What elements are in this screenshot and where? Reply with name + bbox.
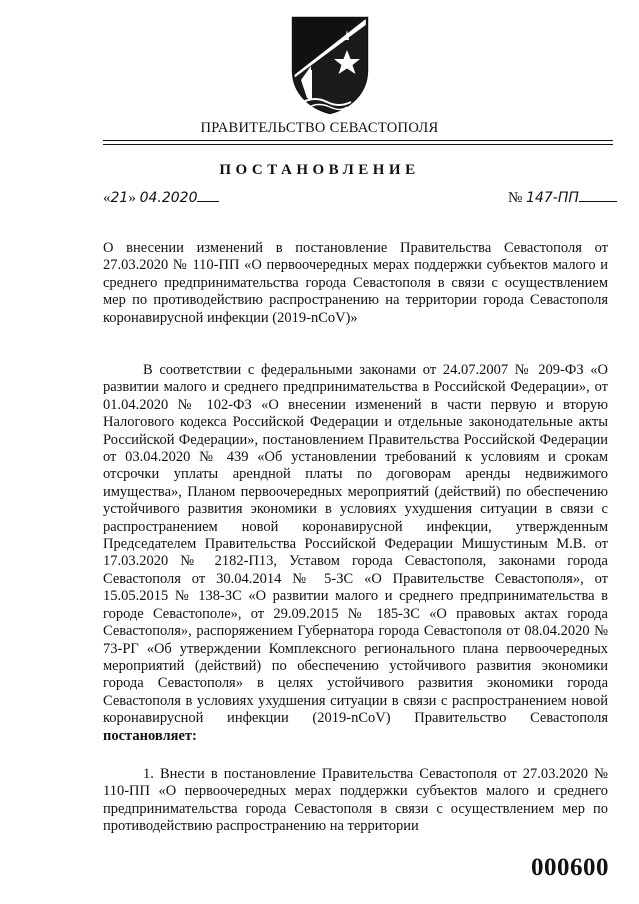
preamble-text: В соответствии с федеральными законами от 24.07.2007 № 209-ФЗ «О развитии малого и среднего предпринимательства в Российской Федерации», от 01.04.2020 № 102-ФЗ «О внесении изменений в части первую и вторую Налогового кодекса Российской Федерации и отдельные законодательные акты Российской Федерации», постановлением Правительства Российской Федерации от 03.04.2020 № 439 «Об установлении требований к условиям и срокам отсрочки уплаты арендной платы по договорам аренды недвижимого имущества», Планом первоочередных мероприятий (действий) по обеспечению устойчивого развития экономики в условиях ухудшения ситуации в связи с распространением новой коронавирусной инфекции, утвержденным Председателем Правительства Российской Федерации Мишустиным М.В. от 17.03.2020 № 2182-П13, Уставом города Севастополя, законами города Севастополя от 30.04.2014 № 5-ЗС «О Правительстве Севастополя», от 15.05.2015 № 138-ЗС «О развитии малого и среднего предпринимательства в городе Севастополе», от 29.09.2015 № 185-ЗС «О правовых актах города Севастополя», распоряжением Губернатора города Севастополя от 08.04.2020 № 73-РГ «Об утверждении Комплексного регионального плана первоочередных мероприятий (действий) по обеспечению устойчивого развития экономики города Севастополя» в целях устойчивого развития экономики города Севастополя в условиях ухудшения ситуации в связи с распространением новой коронавирусной инфекции (2019-nCoV) Правительство Севастополя (103, 362, 608, 727)
preamble-paragraph (103, 362, 608, 745)
date-close-quote: » (128, 190, 136, 206)
header-rule-thin (103, 144, 613, 145)
document-number (508, 190, 617, 207)
document-title: О внесении изменений в постановление Правительства Севастополя от 27.03.2020 № 110-ПП «О первоочередных мерах поддержки субъектов малого и среднего предпринимательства города Севастополя в связи с осуществлением мер по противодействию распространению на территории города Севастополя коронавирусной инфекции (2019-nCoV)» (103, 240, 608, 326)
number-value: 147-ПП (526, 190, 579, 206)
document-type-heading: ПОСТАНОВЛЕНИЕ (219, 162, 420, 178)
coat-of-arms-emblem (287, 14, 373, 114)
date-month-year: 04.2020 (139, 190, 198, 206)
number-underline (579, 201, 617, 202)
number-prefix: № (508, 190, 523, 206)
date-day: 21 (110, 190, 129, 206)
document-date (103, 190, 219, 207)
date-underline (197, 201, 219, 202)
header-rule-thick (103, 140, 613, 141)
decree-word: постановляет: (103, 727, 197, 744)
government-name: ПРАВИТЕЛЬСТВО СЕВАСТОПОЛЯ (200, 120, 439, 136)
date-open-quote: « (103, 190, 111, 206)
item-1-paragraph: 1. Внести в постановление Правительства Севастополя от 27.03.2020 № 110-ПП «О первоочередных мерах поддержки субъектов малого и среднего предпринимательства города Севастополя в связи с осуществлением мер по противодействию распространению на территории (103, 766, 608, 835)
page-number: 000600 (531, 854, 609, 881)
